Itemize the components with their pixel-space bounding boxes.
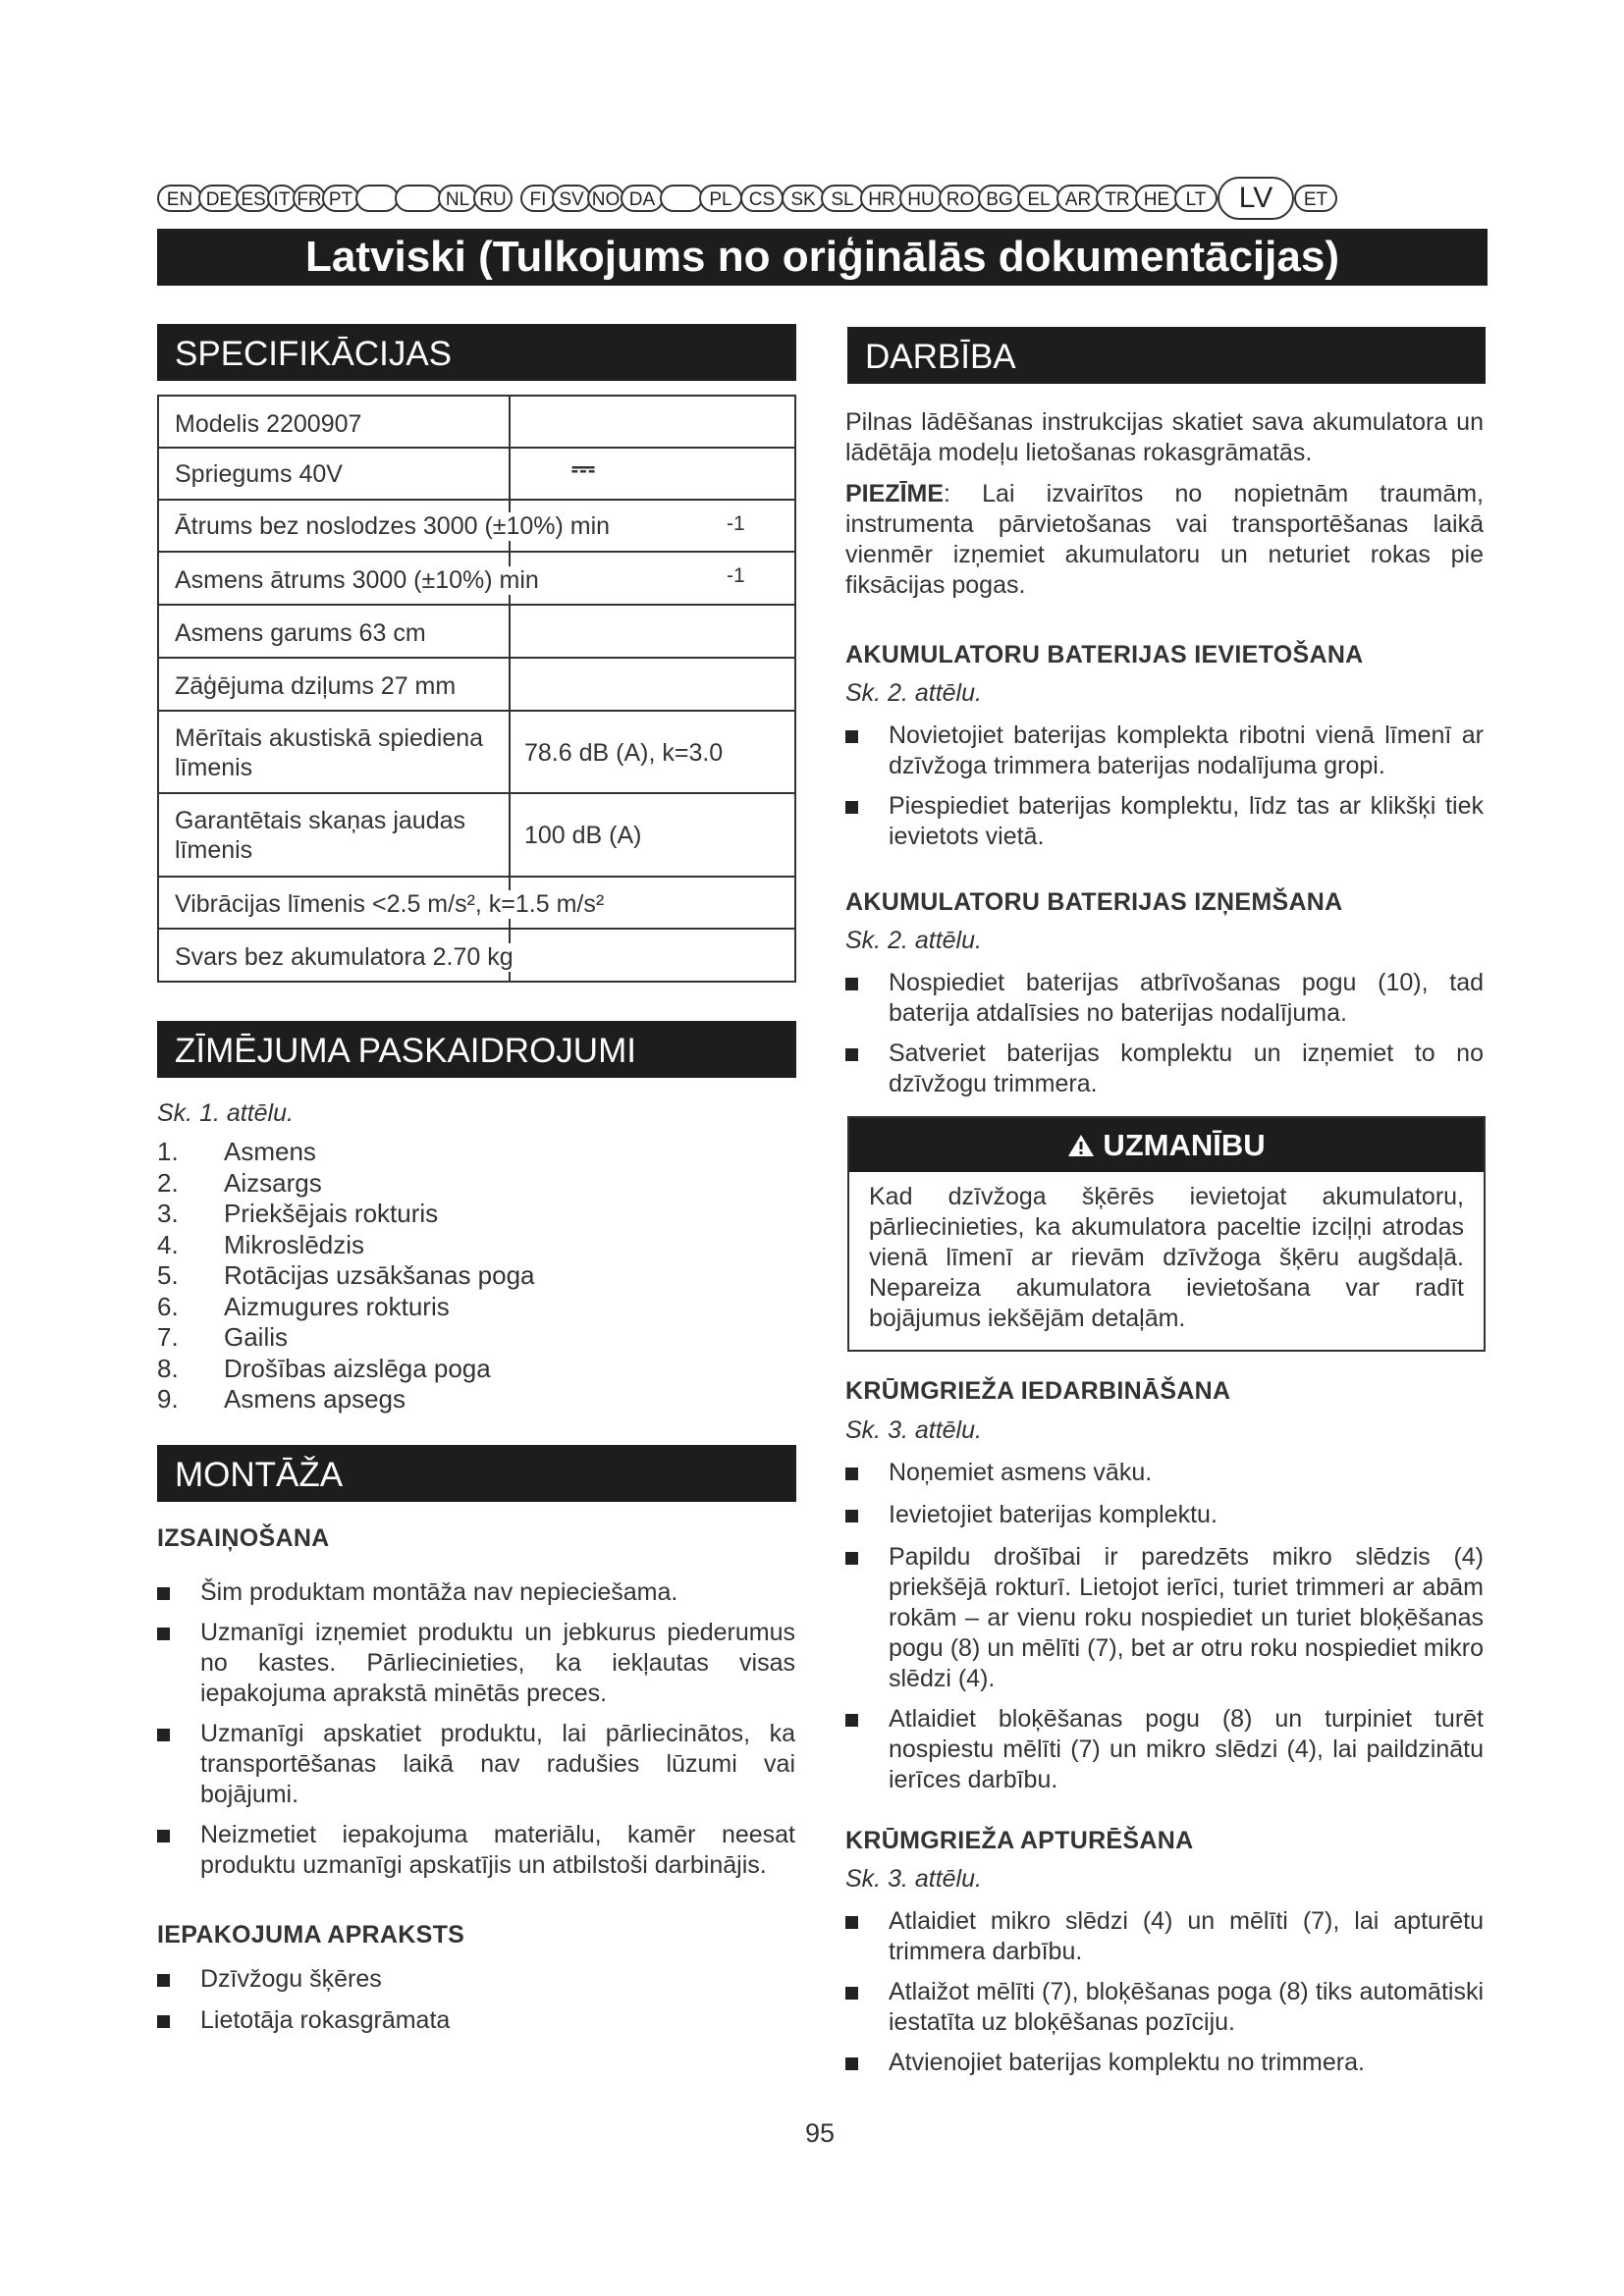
list-item: 8. Drošības aizslēga poga	[157, 1353, 491, 1383]
lang-tab-lv-active[interactable]: LV	[1218, 177, 1294, 220]
list-item: Satveriet baterijas komplektu un izņemiet to no dzīvžogu trimmera.	[845, 1039, 1484, 1099]
spec-row-voltage	[157, 449, 796, 501]
lang-tab-hu[interactable]: HU	[899, 185, 943, 212]
battery-insert-list	[845, 721, 1484, 852]
subheading-unpacking: IZSAIŅOŠANA	[157, 1524, 330, 1552]
spec-superscript: -1	[727, 512, 745, 535]
bullet-square-icon	[157, 2015, 170, 2028]
bullet-square-icon	[845, 1510, 858, 1522]
spec-label: Garantētais skaņas jaudas līmenis	[175, 807, 466, 864]
lang-tab-en[interactable]: EN	[157, 185, 202, 212]
page-number: 95	[805, 2118, 836, 2148]
lang-tab-tr[interactable]: TR	[1096, 185, 1139, 212]
section-header-drawing-legend: ZĪMĒJUMA PASKAIDROJUMI	[157, 1021, 796, 1078]
subheading-packaging: IEPAKOJUMA APRAKSTS	[157, 1921, 465, 1949]
list-item: 7. Gailis	[157, 1322, 289, 1352]
lang-tab-fi[interactable]: FI	[520, 185, 556, 212]
spec-row-weight	[157, 930, 796, 983]
lang-tab-cs[interactable]: CS	[740, 185, 784, 212]
bullet-square-icon	[157, 1587, 170, 1600]
spec-label: Modelis 2200907	[175, 410, 362, 438]
list-item: 1. Asmens	[157, 1137, 316, 1166]
list-item: Ievietojiet baterijas komplektu.	[845, 1500, 1484, 1530]
figure-reference: Sk. 3. attēlu.	[845, 1416, 982, 1444]
caution-box	[847, 1116, 1486, 1352]
lang-tab-sk[interactable]: SK	[782, 185, 825, 212]
caution-header	[849, 1118, 1484, 1172]
lang-tab-he[interactable]: HE	[1135, 185, 1178, 212]
spec-row-no-load-speed	[157, 501, 796, 553]
lang-tab-fr[interactable]: FR	[293, 185, 326, 212]
list-item: 5. Rotācijas uzsākšanas poga	[157, 1260, 535, 1290]
dc-symbol-icon: ⎓	[571, 453, 595, 485]
lang-tab-sv[interactable]: SV	[552, 185, 591, 212]
subheading-battery-remove: AKUMULATORU BATERIJAS IZŅEMŠANA	[845, 888, 1343, 916]
lang-tab-blank-3[interactable]	[660, 185, 703, 212]
bullet-square-icon	[845, 978, 858, 990]
lang-tab-sl[interactable]: SL	[821, 185, 864, 212]
lang-tab-da[interactable]: DA	[621, 185, 664, 212]
lang-tab-it[interactable]: IT	[267, 185, 297, 212]
list-item: Atlaidiet mikro slēdzi (4) un mēlīti (7), lai apturētu trimmera darbību.	[845, 1906, 1484, 1967]
lang-tab-pt[interactable]: PT	[322, 185, 359, 212]
page-title: Latviski (Tulkojums no oriģinālās dokumentācijas)	[157, 229, 1488, 286]
subheading-battery-insert: AKUMULATORU BATERIJAS IEVIETOŠANA	[845, 641, 1364, 668]
section-header-specifications: SPECIFIKĀCIJAS	[157, 324, 796, 381]
list-item: Nospiediet baterijas atbrīvošanas pogu (10), tad baterija atdalīsies no baterijas nodalījuma.	[845, 968, 1484, 1029]
bullet-square-icon	[845, 1916, 858, 1929]
lang-tab-et[interactable]: ET	[1294, 185, 1337, 212]
spec-row-blade-length	[157, 606, 796, 659]
bullet-square-icon	[845, 1552, 858, 1565]
trimmer-stop-list	[845, 1906, 1484, 2078]
spec-table	[157, 395, 796, 983]
bullet-square-icon	[845, 2057, 858, 2070]
list-item: Novietojiet baterijas komplekta ribotni vienā līmenī ar dzīvžoga trimmera baterijas nodalījuma gropi.	[845, 721, 1484, 781]
language-tab-bar	[157, 177, 1483, 220]
spec-row-model	[157, 395, 796, 449]
bullet-square-icon	[157, 1974, 170, 1987]
lang-tab-ru[interactable]: RU	[473, 185, 513, 212]
list-item: 4. Mikroslēdzis	[157, 1229, 365, 1259]
lang-tab-lt[interactable]: LT	[1174, 185, 1218, 212]
unpacking-list	[157, 1577, 795, 1881]
caution-title: UZMANĪBU	[1103, 1128, 1266, 1162]
list-item: Piespiediet baterijas komplektu, līdz tas ar klikšķi tiek ievietots vietā.	[845, 791, 1484, 852]
subheading-trimmer-start: KRŪMGRIEŽA IEDARBINĀŠANA	[845, 1377, 1231, 1405]
subheading-trimmer-stop: KRŪMGRIEŽA APTURĒŠANA	[845, 1827, 1194, 1854]
packaging-list	[157, 1964, 795, 2036]
list-item: 2. Aizsargs	[157, 1167, 322, 1198]
figure-reference: Sk. 1. attēlu.	[157, 1099, 294, 1127]
lang-tab-hr[interactable]: HR	[860, 185, 903, 212]
spec-label: Mērītais akustiskā spiediena līmenis	[175, 724, 484, 781]
spec-value: 100 dB (A)	[524, 822, 642, 849]
list-item: Atlaidiet bloķēšanas pogu (8) un turpiniet turēt nospiestu mēlīti (7) un mikro slēdzi (4), lai paildzinātu ierīces darbību.	[845, 1704, 1484, 1795]
figure-reference: Sk. 2. attēlu.	[845, 679, 982, 707]
operation-note: PIEZĪME: Lai izvairītos no nopietnām traumām, instrumenta pārvietošanas vai transportēšanas laikā vienmēr izņemiet akumulatoru un neturiet rokas pie fiksācijas pogas.	[845, 480, 1484, 599]
spec-label: Ātrums bez noslodzes 3000 (±10%) min	[175, 512, 611, 540]
spec-value: 78.6 dB (A), k=3.0	[524, 739, 724, 767]
bullet-square-icon	[157, 1628, 170, 1640]
bullet-square-icon	[845, 1468, 858, 1480]
section-header-operation: DARBĪBA	[847, 327, 1486, 384]
lang-tab-bg[interactable]: BG	[978, 185, 1021, 212]
lang-tab-ar[interactable]: AR	[1056, 185, 1100, 212]
spec-superscript: -1	[727, 564, 745, 587]
list-item: Atvienojiet baterijas komplektu no trimmera.	[845, 2048, 1484, 2078]
list-item: Lietotāja rokasgrāmata	[157, 2005, 795, 2036]
operation-intro: Pilnas lādēšanas instrukcijas skatiet sava akumulatora un lādētāja modeļu lietošanas rokasgrāmatās.	[845, 408, 1484, 466]
spec-row-vibration	[157, 878, 796, 930]
spec-label: Zāģējuma dziļums 27 mm	[175, 672, 457, 700]
caution-text: Kad dzīvžoga šķērēs ievietojat akumulatoru, pārliecinieties, ka akumulatora paceltie izciļņi atrodas vienā līmenī ar rievām dzīvžoga šķēru augšdaļā. Nepareiza akumulatora ievietošana var radīt bojājumus iekšējām detaļām.	[869, 1183, 1464, 1332]
note-label: PIEZĪME	[845, 480, 945, 507]
list-item: Papildu drošībai ir paredzēts mikro slēdzis (4) priekšējā rokturī. Lietojot ierīci, turiet trimmeri ar abām rokām – ar vienu roku nospiediet un turiet bloķēšanas pogu (8) un mēlīti (7), bet ar otru roku nospiediet mikro slēdzi (4).	[845, 1542, 1484, 1694]
list-item: Uzmanīgi izņemiet produktu un jebkurus piederumus no kastes. Pārliecinieties, ka iekļautas visas iepakojuma aprakstā minētās preces.	[157, 1618, 795, 1709]
lang-tab-blank-2[interactable]	[395, 185, 442, 212]
list-item: Atlaižot mēlīti (7), bloķēšanas poga (8) tiks automātiski iestatīta uz bloķēšanas pozīciju.	[845, 1977, 1484, 2038]
list-item: Dzīvžogu šķēres	[157, 1964, 795, 1995]
bullet-square-icon	[845, 1714, 858, 1727]
bullet-square-icon	[845, 730, 858, 743]
bullet-square-icon	[845, 1048, 858, 1061]
lang-tab-es[interactable]: ES	[236, 185, 271, 212]
lang-tab-de[interactable]: DE	[198, 185, 240, 212]
list-item: Noņemiet asmens vāku.	[845, 1458, 1484, 1488]
trimmer-start-list	[845, 1458, 1484, 1795]
lang-tab-blank-1[interactable]	[355, 185, 399, 212]
list-item: Uzmanīgi apskatiet produktu, lai pārliecinātos, ka transportēšanas laikā nav radušies lūzumi vai bojājumi.	[157, 1719, 795, 1810]
battery-remove-list	[845, 968, 1484, 1099]
list-item: Šim produktam montāža nav nepieciešama.	[157, 1577, 795, 1608]
list-item: 9. Asmens apsegs	[157, 1384, 406, 1414]
spec-label: Spriegums 40V	[175, 460, 343, 488]
lang-tab-no[interactable]: NO	[587, 185, 624, 212]
list-item: 3. Priekšējais rokturis	[157, 1199, 439, 1228]
lang-tab-ro[interactable]: RO	[939, 185, 982, 212]
spec-label: Svars bez akumulatora 2.70 kg	[175, 943, 514, 971]
figure-reference: Sk. 2. attēlu.	[845, 927, 982, 954]
spec-row-blade-speed	[157, 553, 796, 606]
parts-list	[157, 1137, 746, 1415]
list-item: Neizmetiet iepakojuma materiālu, kamēr neesat produktu uzmanīgi apskatījis un atbilstoši darbinājis.	[157, 1820, 795, 1881]
spec-row-sound-power	[157, 794, 796, 878]
lang-tab-el[interactable]: EL	[1017, 185, 1060, 212]
spec-row-cut-depth	[157, 659, 796, 712]
bullet-square-icon	[157, 1729, 170, 1741]
list-item: 6. Aizmugures rokturis	[157, 1291, 450, 1321]
warning-triangle-icon	[1067, 1134, 1095, 1157]
bullet-square-icon	[157, 1830, 170, 1842]
spec-label: Asmens garums 63 cm	[175, 619, 426, 647]
figure-reference: Sk. 3. attēlu.	[845, 1865, 982, 1893]
lang-tab-pl[interactable]: PL	[699, 185, 742, 212]
bullet-square-icon	[845, 801, 858, 814]
lang-tab-nl[interactable]: NL	[438, 185, 477, 212]
spec-label: Asmens ātrums 3000 (±10%) min	[175, 566, 539, 594]
section-header-assembly: MONTĀŽA	[157, 1445, 796, 1502]
spec-label: Vibrācijas līmenis <2.5 m/s², k=1.5 m/s²	[175, 890, 605, 918]
bullet-square-icon	[845, 1987, 858, 2000]
spec-row-sound-pressure	[157, 712, 796, 794]
